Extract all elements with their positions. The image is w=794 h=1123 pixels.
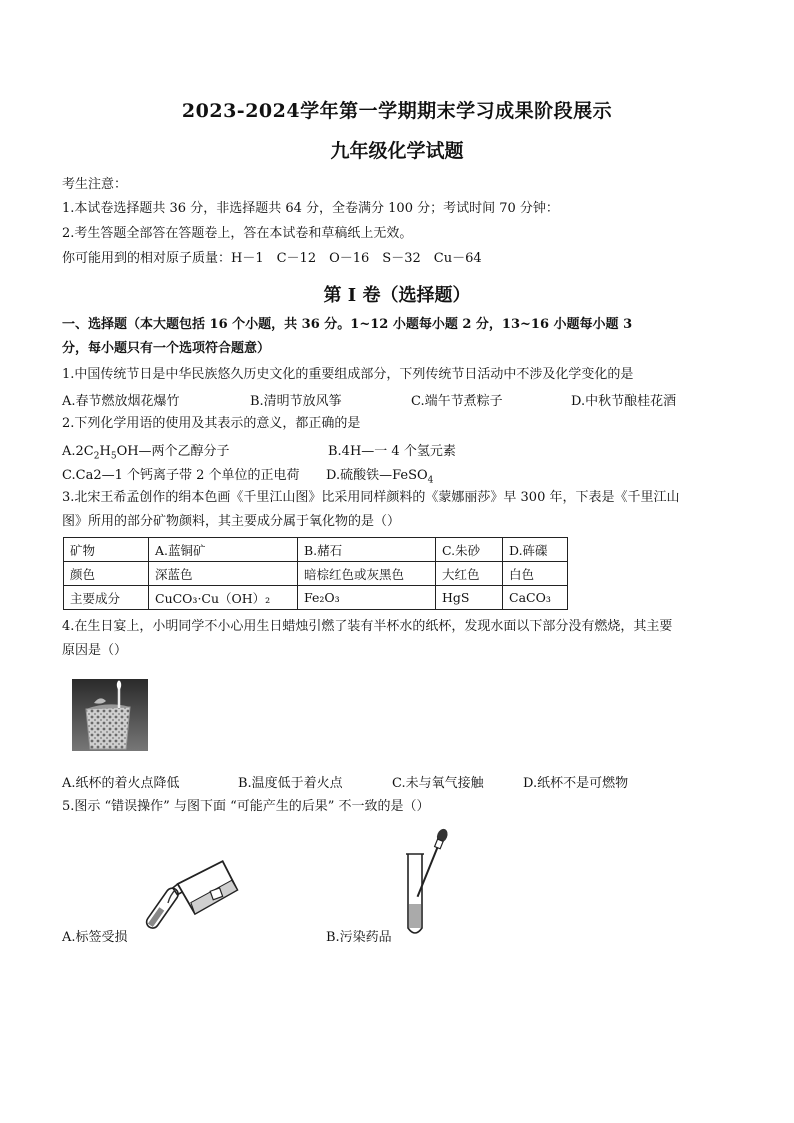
section-instruction-2: 分，每小题只有一个选项符合题意） [62, 341, 271, 356]
q2-stem: 2.下列化学用语的使用及其表示的意义，都正确的是 [62, 416, 361, 431]
table-row [64, 562, 568, 586]
q2-option-a: $A.2C_2H_5OH—$两个乙醇分子 [62, 444, 230, 462]
table-cell: 主要成分 [64, 586, 149, 610]
exam-title: 2023-2024学年第一学期期末学习成果阶段展示 [181, 100, 613, 122]
notice-item-1: 1.本试卷选择题共 36 分，非选择题共 64 分，全卷满分 100 分；考试时间 70 分钟： [62, 201, 559, 216]
table-cell: B.赭石 [298, 538, 436, 562]
q4-option-d: D.纸杯不是可燃物 [523, 776, 629, 791]
table-cell: CaCO₃ [503, 586, 568, 610]
q1-option-d: D.中秋节酿桂花酒 [571, 394, 677, 409]
q4-option-a: A.纸杯的着火点降低 [62, 776, 180, 791]
q2-option-b: B.4H—一 4 个氢元素 [328, 444, 456, 459]
q5-option-b: B.污染药品 [326, 930, 392, 945]
table-cell: 矿物 [64, 538, 149, 562]
dropper-test-tube-illustration [398, 826, 454, 940]
exam-subtitle: 九年级化学试题 [330, 140, 464, 162]
q4-option-b: B.温度低于着火点 [238, 776, 343, 791]
table-cell: A.蓝铜矿 [149, 538, 298, 562]
q1-option-b: B.清明节放风筝 [250, 394, 342, 409]
table-row [64, 538, 568, 562]
q5-stem: 5.图示 “错误操作” 与图下面 “可能产生的后果” 不一致的是（） [62, 799, 430, 814]
q2-option-d: D.硫酸铁—FeSO$_4$ [326, 468, 434, 486]
table-cell: 暗棕红色或灰黑色 [298, 562, 436, 586]
q4-stem-1: 4.在生日宴上，小明同学不小心用生日蜡烛引燃了装有半杯水的纸杯，发现水面以下部分没有燃烧，其主要 [62, 619, 673, 634]
notice-item-2: 2.考生答题全部答在答题卷上，答在本试卷和草稿纸上无效。 [62, 226, 413, 241]
table-cell: Fe₂O₃ [298, 586, 436, 610]
burning-paper-cup-photo [72, 679, 148, 751]
atomic-masses: 你可能用到的相对原子质量：H－1 C－12 O－16 S－32 Cu－64 [62, 251, 482, 266]
section-instruction-1: 一、选择题（本大题包括 16 个小题，共 36 分。1~12 小题每小题 2 分，13~16 小题每小题 3 [62, 317, 633, 332]
q3-stem-2: 图》所用的部分矿物颜料，其主要成分属于氧化物的是（） [62, 514, 401, 529]
table-cell: CuCO₃·Cu（OH）₂ [149, 586, 298, 610]
table-cell: 白色 [503, 562, 568, 586]
table-cell: D.砗磲 [503, 538, 568, 562]
table-cell: 大红色 [436, 562, 503, 586]
table-cell: C.朱砂 [436, 538, 503, 562]
table-cell: HgS [436, 586, 503, 610]
table-cell: 深蓝色 [149, 562, 298, 586]
q5-option-a: A.标签受损 [62, 930, 128, 945]
q3-stem-1: 3.北宋王希孟创作的绢本色画《千里江山图》比采用同样颜料的《蒙娜丽莎》早 300 年，下表是《千里江山 [62, 490, 680, 505]
table-row [64, 586, 568, 610]
section-title: 第 I 卷（选择题） [323, 285, 471, 306]
notice-heading: 考生注意： [62, 177, 128, 192]
q1-option-a: A.春节燃放烟花爆竹 [62, 394, 180, 409]
q4-stem-2: 原因是（） [62, 643, 128, 658]
table-cell: 颜色 [64, 562, 149, 586]
q4-option-c: C.未与氧气接触 [392, 776, 484, 791]
q1-option-c: C.端午节煮粽子 [411, 394, 503, 409]
q2-option-c: C.Ca2—1 个钙离子带 2 个单位的正电荷 [62, 468, 300, 483]
mineral-pigment-table [63, 537, 568, 610]
pouring-liquid-illustration [130, 855, 245, 940]
q1-stem: 1.中国传统节日是中华民族悠久历史文化的重要组成部分，下列传统节日活动中不涉及化学变化的是 [62, 367, 634, 382]
